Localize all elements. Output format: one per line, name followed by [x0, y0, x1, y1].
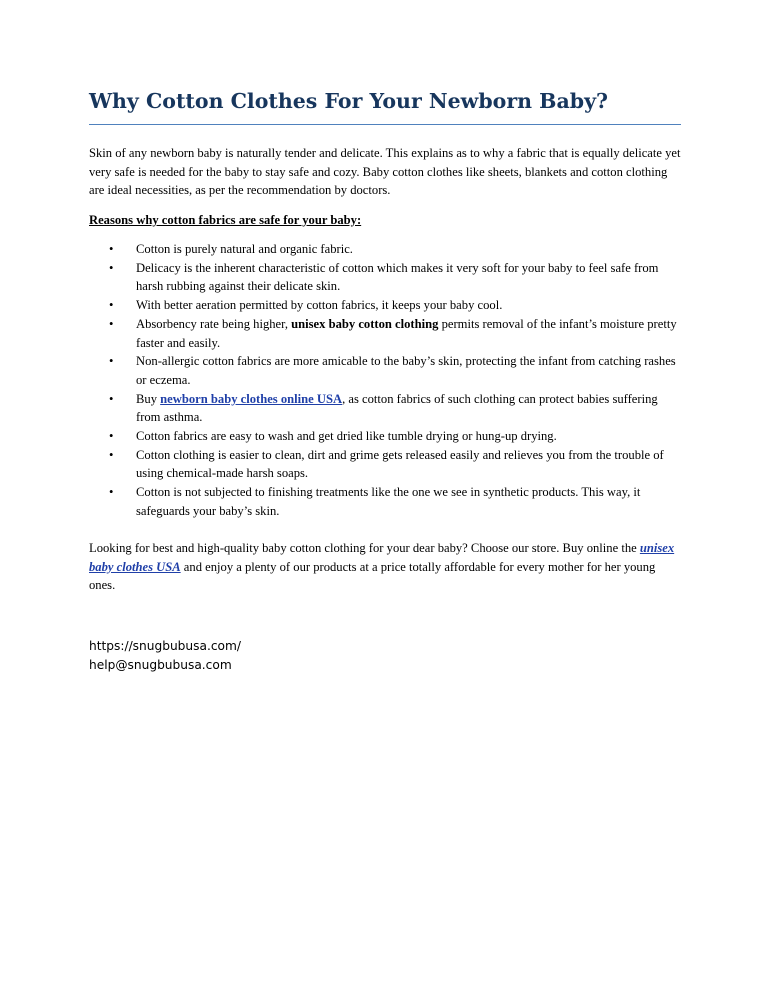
list-item-text: Cotton fabrics are easy to wash and get dried like tumble drying or hung-up drying. [136, 429, 557, 444]
website-url[interactable]: https://snugbubusa.com/ [89, 639, 241, 653]
list-item-text: Cotton clothing is easier to clean, dirt and grime gets released easily and relieves you from the trouble of using chemical-made harsh soaps. [136, 447, 664, 481]
reasons-list [109, 240, 681, 521]
reasons-heading: Reasons why cotton fabrics are safe for your baby: [89, 213, 362, 227]
outro-text-post: and enjoy a plenty of our products at a price totally affordable for every mother for her young ones. [89, 559, 656, 593]
list-item-text-post: , as cotton fabrics of such clothing can protect babies suffering from asthma. [136, 391, 658, 425]
bullet-icon: • [109, 429, 114, 444]
outro-paragraph [89, 539, 681, 595]
unisex-clothes-link[interactable]: unisex baby clothes USA [89, 541, 675, 574]
newborn-clothes-link[interactable]: newborn baby clothes online USA [160, 391, 343, 406]
list-item-text: Non-allergic cotton fabrics are more amicable to the baby’s skin, protecting the infant from catching rashes or eczema. [136, 354, 676, 387]
page-title: Why Cotton Clothes For Your Newborn Baby? [89, 89, 609, 113]
contact-block [89, 637, 241, 674]
contact-email[interactable]: help@snugbubusa.com [89, 657, 232, 672]
list-item [109, 259, 681, 296]
list-item [109, 427, 681, 446]
list-item [109, 390, 681, 427]
list-item-text: Delicacy is the inherent characteristic of cotton which makes it very soft for your baby to feel safe from harsh rubbing against their delicate skin. [136, 260, 659, 294]
intro-paragraph: Skin of any newborn baby is naturally tender and delicate. This explains as to why a fabric that is equally delicate yet very safe is needed for the baby to stay safe and cozy. Baby cotton clothes like sheets, blankets and cotton clothing are ideal necessities, as per the recommendation by doctors. [89, 146, 681, 198]
list-item [109, 352, 681, 389]
list-item [109, 446, 681, 483]
bullet-icon: • [109, 485, 114, 500]
list-item-text: Cotton is not subjected to finishing treatments like the one we see in synthetic products. This way, it safeguards your baby’s skin. [136, 485, 641, 518]
list-item [109, 296, 681, 315]
bullet-icon: • [109, 242, 114, 256]
list-item [109, 483, 681, 520]
bullet-icon: • [109, 260, 114, 275]
list-item-text-pre: Buy [136, 391, 161, 406]
title-underline [89, 124, 681, 125]
outro-text-pre: Looking for best and high-quality baby cotton clothing for your dear baby? Choose our store. Buy online the [89, 541, 640, 555]
bullet-icon: • [109, 391, 114, 406]
list-item-text-post: permits removal of the infant’s moisture pretty faster and easily. [136, 316, 677, 350]
bullet-icon: • [109, 298, 114, 313]
bullet-icon: • [109, 447, 114, 462]
bullet-icon: • [109, 354, 114, 369]
list-item [109, 315, 681, 352]
list-item-text: Cotton is purely natural and organic fabric. [136, 242, 353, 256]
list-item [109, 240, 681, 259]
list-item-text-pre: Absorbency rate being higher, [136, 316, 292, 331]
bold-phrase: unisex baby cotton clothing [291, 316, 439, 331]
list-item-text: With better aeration permitted by cotton fabrics, it keeps your baby cool. [136, 298, 503, 313]
bullet-icon: • [109, 316, 114, 331]
